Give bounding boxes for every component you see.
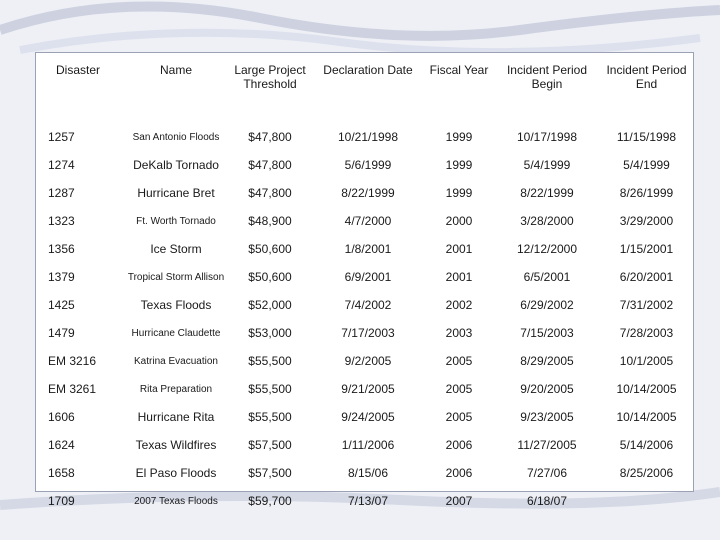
- cell-declaration-date: 9/21/2005: [341, 382, 395, 396]
- cell-declaration-date: 7/4/2002: [344, 298, 392, 312]
- cell-period-end: 7/31/2002: [619, 298, 674, 312]
- header-disaster: Disaster: [56, 63, 101, 77]
- cell-declaration-date: 9/2/2005: [344, 354, 392, 368]
- cell-fiscal-year: 2000: [445, 214, 473, 228]
- cell-name: DeKalb Tornado: [133, 158, 219, 172]
- cell-name: Texas Wildfires: [135, 438, 217, 452]
- cell-name: Hurricane Bret: [137, 186, 215, 200]
- cell-period-end: 5/4/1999: [623, 158, 670, 172]
- cell-declaration-date: 4/7/2000: [344, 214, 392, 228]
- cell-period-begin: 8/29/2005: [520, 354, 574, 368]
- cell-disaster: EM 3261: [48, 382, 97, 396]
- cell-fiscal-year: 2005: [445, 354, 473, 368]
- cell-declaration-date: 8/15/06: [347, 466, 389, 480]
- cell-period-begin: 6/29/2002: [520, 298, 574, 312]
- table-row: [36, 299, 693, 327]
- cell-threshold: $55,500: [248, 382, 292, 396]
- cell-declaration-date: 6/9/2001: [344, 270, 392, 284]
- cell-threshold: $47,800: [248, 158, 292, 172]
- cell-period-begin: 10/17/1998: [516, 130, 578, 144]
- cell-period-end: 8/25/2006: [619, 466, 674, 480]
- cell-period-begin: 7/15/2003: [520, 326, 574, 340]
- cell-period-end: 1/15/2001: [619, 242, 674, 256]
- cell-period-end: 10/14/2005: [616, 382, 677, 396]
- table-row: [36, 355, 693, 383]
- cell-fiscal-year: 2003: [445, 326, 473, 340]
- cell-fiscal-year: 2005: [445, 382, 473, 396]
- header-fiscal-year: Fiscal Year: [429, 63, 489, 77]
- cell-threshold: $59,700: [248, 494, 292, 508]
- cell-disaster: 1709: [48, 494, 75, 508]
- cell-fiscal-year: 1999: [445, 158, 473, 172]
- cell-declaration-date: 5/6/1999: [344, 158, 392, 172]
- cell-period-begin: 8/22/1999: [520, 186, 574, 200]
- cell-period-begin: 5/4/1999: [523, 158, 571, 172]
- table-row: [36, 187, 693, 215]
- cell-period-end: 3/29/2000: [619, 214, 674, 228]
- cell-fiscal-year: 2007: [445, 494, 473, 508]
- cell-declaration-date: 1/11/2006: [341, 438, 395, 452]
- cell-period-end: 7/28/2003: [619, 326, 674, 340]
- cell-fiscal-year: 1999: [445, 130, 473, 144]
- table-row: [36, 383, 693, 411]
- cell-name: Hurricane Rita: [137, 410, 215, 424]
- cell-declaration-date: 7/17/2003: [341, 326, 395, 340]
- cell-period-begin: 3/28/2000: [520, 214, 574, 228]
- cell-period-end: [600, 495, 693, 523]
- cell-threshold: $57,500: [248, 466, 292, 480]
- cell-fiscal-year: 1999: [445, 186, 473, 200]
- cell-period-end: 5/14/2006: [619, 438, 674, 452]
- cell-declaration-date: 9/24/2005: [341, 410, 395, 424]
- cell-declaration-date: 7/13/07: [347, 494, 389, 508]
- table-row: [36, 159, 693, 187]
- table-header-row: [36, 53, 693, 131]
- header-incident-period-begin: Incident Period Begin: [506, 63, 588, 91]
- cell-disaster: 1274: [48, 158, 75, 172]
- cell-name: El Paso Floods: [135, 466, 217, 480]
- cell-threshold: $50,600: [248, 270, 292, 284]
- cell-threshold: $48,900: [248, 214, 292, 228]
- header-large-project-threshold: Large Project Threshold: [234, 63, 306, 91]
- cell-threshold: $55,500: [248, 410, 292, 424]
- cell-fiscal-year: 2001: [445, 270, 473, 284]
- table-row: [36, 327, 693, 355]
- cell-name: Tropical Storm Allison: [127, 272, 225, 283]
- cell-declaration-date: 8/22/1999: [341, 186, 395, 200]
- cell-period-end: 8/26/1999: [619, 186, 674, 200]
- cell-name: Rita Preparation: [139, 384, 213, 395]
- cell-disaster: 1287: [48, 186, 75, 200]
- cell-period-begin: 11/27/2005: [517, 438, 577, 452]
- header-name: Name: [159, 63, 192, 77]
- cell-disaster: 1379: [48, 270, 75, 284]
- cell-name: Texas Floods: [140, 298, 212, 312]
- cell-period-begin: 7/27/06: [526, 466, 568, 480]
- cell-disaster: 1658: [48, 466, 75, 480]
- cell-threshold: $52,000: [248, 298, 292, 312]
- cell-threshold: $50,600: [248, 242, 292, 256]
- cell-name: Ft. Worth Tornado: [136, 216, 216, 227]
- cell-disaster: 1323: [48, 214, 75, 228]
- table-row: [36, 131, 693, 159]
- cell-fiscal-year: 2001: [445, 242, 473, 256]
- table-body: [36, 131, 693, 523]
- cell-threshold: $47,800: [248, 130, 292, 144]
- header-incident-period-end: Incident Period End: [606, 63, 687, 91]
- cell-fiscal-year: 2005: [445, 410, 473, 424]
- table-row: [36, 243, 693, 271]
- cell-period-begin: 12/12/2000: [516, 242, 578, 256]
- cell-name: Hurricane Claudette: [131, 328, 221, 339]
- cell-name: Ice Storm: [150, 242, 202, 256]
- cell-name: San Antonio Floods: [132, 132, 220, 143]
- cell-fiscal-year: 2006: [445, 466, 473, 480]
- cell-disaster: EM 3216: [48, 354, 97, 368]
- cell-disaster: 1624: [48, 438, 75, 452]
- cell-name: Katrina Evacuation: [134, 356, 218, 367]
- cell-threshold: $47,800: [248, 186, 292, 200]
- cell-disaster: 1356: [48, 242, 75, 256]
- table-row: [36, 411, 693, 439]
- table-row: [36, 215, 693, 243]
- table-row: [36, 495, 693, 523]
- cell-name: 2007 Texas Floods: [134, 496, 218, 507]
- cell-period-begin: 9/20/2005: [520, 382, 574, 396]
- cell-threshold: $57,500: [248, 438, 292, 452]
- cell-period-end: 11/15/1998: [616, 130, 677, 144]
- cell-disaster: 1479: [48, 326, 75, 340]
- cell-fiscal-year: 2002: [445, 298, 473, 312]
- cell-period-end: 10/1/2005: [619, 354, 674, 368]
- cell-period-begin: 6/18/07: [526, 494, 568, 508]
- table-row: [36, 439, 693, 467]
- disaster-table-container: [35, 52, 694, 508]
- cell-threshold: $55,500: [248, 354, 292, 368]
- cell-disaster: 1425: [48, 298, 75, 312]
- cell-declaration-date: 1/8/2001: [344, 242, 392, 256]
- cell-period-end: 10/14/2005: [616, 410, 677, 424]
- header-declaration-date: Declaration Date: [323, 63, 413, 77]
- cell-period-begin: 6/5/2001: [523, 270, 571, 284]
- cell-fiscal-year: 2006: [445, 438, 473, 452]
- cell-declaration-date: 10/21/1998: [337, 130, 399, 144]
- disaster-table: [36, 53, 693, 523]
- cell-threshold: $53,000: [248, 326, 292, 340]
- table-row: [36, 467, 693, 495]
- cell-period-begin: 9/23/2005: [520, 410, 574, 424]
- cell-disaster: 1257: [48, 130, 75, 144]
- cell-disaster: 1606: [48, 410, 75, 424]
- cell-period-end: 6/20/2001: [619, 270, 674, 284]
- table-row: [36, 271, 693, 299]
